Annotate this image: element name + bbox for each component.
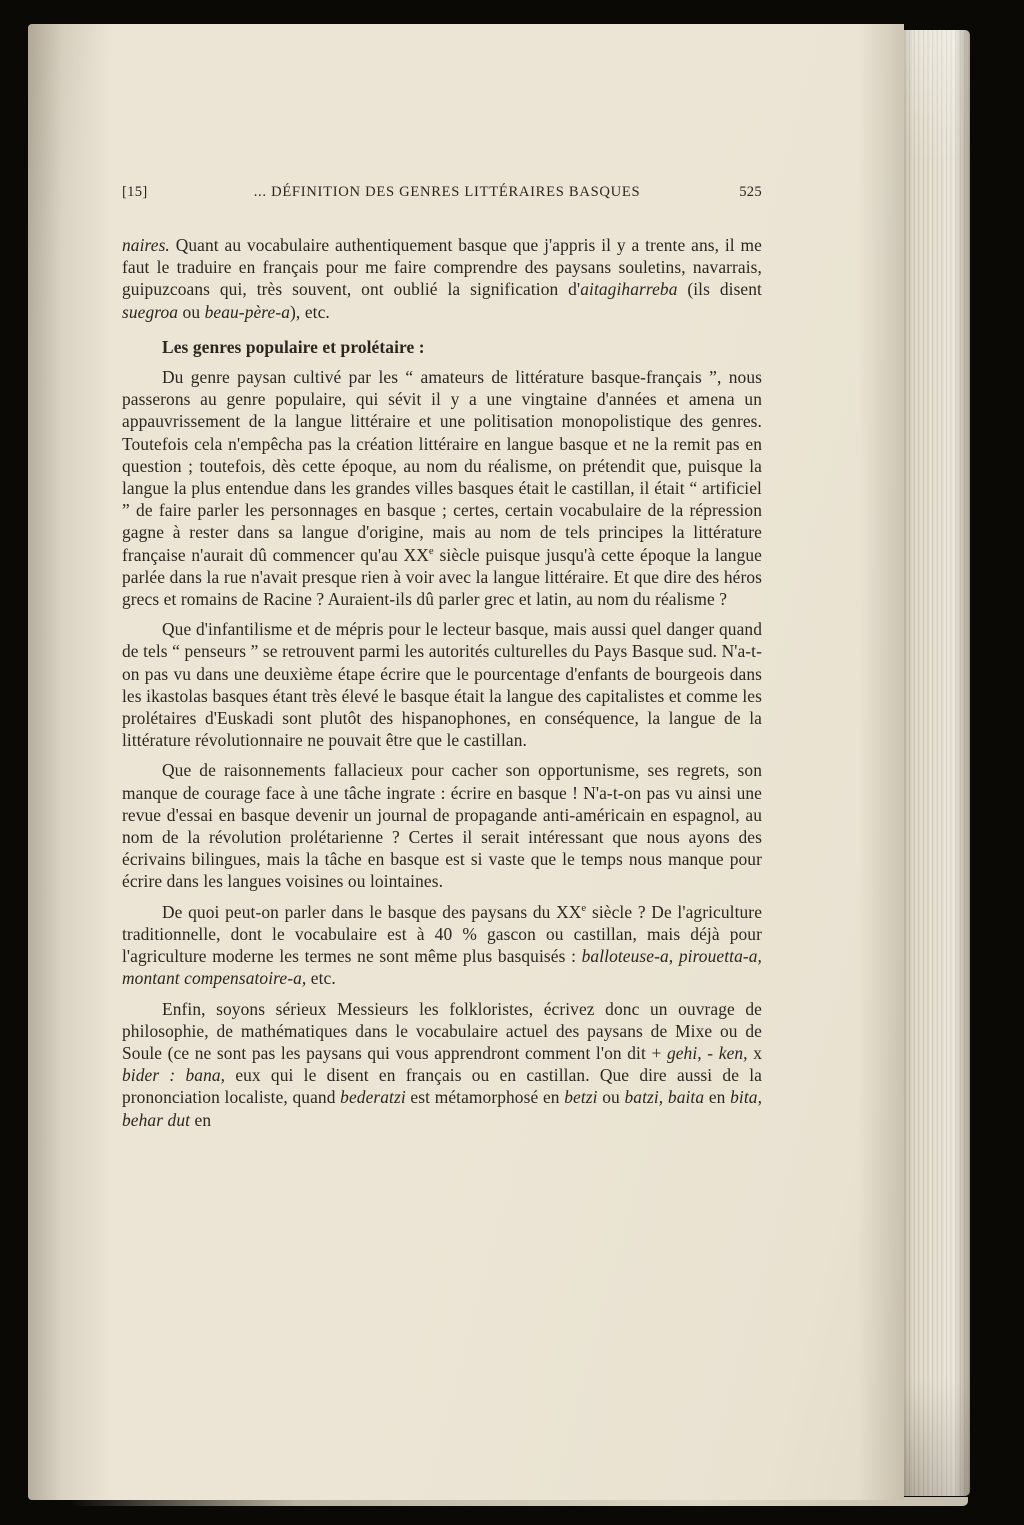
paragraph: naires. Quant au vocabulaire authentiquement basque que j'appris il y a trente ans, il me faut le traduire en français pour me faire comprendre des paysans souletins, navarrais, guipuzcoans qui, très souvent, ont oublié la signification d'aitagiharreba (ils disent suegroa ou beau-père-a), etc. [122, 235, 762, 322]
running-header [122, 184, 762, 201]
paragraph: Enfin, soyons sérieux Messieurs les folkloristes, écrivez donc un ouvrage de philosophie, de mathématiques dans le vocabulaire actuel des paysans de Mixe ou de Soule (ce ne sont pas les paysans qui vous apprendront comment l'on dit + gehi, - ken, x bider : bana, eux qui le disent en français ou en castillan. Que dire aussi de la prononciation localiste, quand bederatzi est métamorphosé en betzi ou batzi, baita en bita, behar dut en [122, 998, 763, 1130]
page-number: 525 [739, 184, 762, 200]
section-ref: [15] [122, 184, 148, 200]
page-stack-edges [898, 30, 970, 1496]
paragraph: Du genre paysan cultivé par les “ amateurs de littérature basque-français ”, nous passerons au genre populaire, qui sévit il y a une vingtaine d'années et amena un appauvrissement de la langue littéraire et une politisation monopolistique des genres. Toutefois cela n'empêcha pas la création littéraire en langue basque et ne la remit pas en question ; toutefois, dès cette époque, au nom du réalisme, on prétendit que, puisque la langue la plus entendue dans les grandes villes basques était le castillan, il était “ artificiel ” de faire parler les personnages en basque ; certes, certain vocabulaire de la répression gagne à rester dans sa langue d'origine, mais au nom de tels principes la littérature française n'aurait dû commencer qu'au XXe siècle puisque jusqu'à cette époque la langue parlée dans la rue n'avait presque rien à voir avec la langue littéraire. Et que dire des héros grecs et romains de Racine ? Auraient-ils dû parler grec et latin, au nom du réalisme ? [122, 367, 763, 610]
text-column [122, 184, 762, 1139]
running-title: ... DÉFINITION DES GENRES LITTÉRAIRES BASQUES [253, 184, 641, 200]
text-body [122, 234, 762, 1131]
paragraph: Que de raisonnements fallacieux pour cacher son opportunisme, ses regrets, son manque de courage face à une tâche ingrate : écrire en basque ! N'a-t-on pas vu ainsi une revue d'essai en basque devenir un journal de propagande anti-américain en espagnol, au nom de la révolution prolétarienne ? Certes il serait intéressant que nous ayons des écrivains bilingues, mais la tâche en basque est si vaste que le temps nous manque pour écrire dans les langues voisines ou lointaines. [122, 760, 762, 892]
paragraph: De quoi peut-on parler dans le basque des paysans du XXe siècle ? De l'agriculture traditionnelle, dont le vocabulaire est à 40 % gascon ou castillan, mais déjà pour l'agriculture moderne les termes ne sont même plus basquisés : balloteuse-a, pirouetta-a, montant compensatoire-a, etc. [122, 901, 763, 989]
paragraph: Que d'infantilisme et de mépris pour le lecteur basque, mais aussi quel danger quand de tels “ penseurs ” se retrouvent parmi les autorités culturelles du Pays Basque sud. N'a-t-on pas vu dans une deuxième étape écrire que le pourcentage d'enfants de bourgeois dans les ikastolas basques étant très élevé le basque était la langue des capitalistes et comme les prolétaires d'Euskadi sont plutôt des hispanophones, en conséquence, la langue de la littérature révolutionnaire ne pouvait être que le castillan. [122, 619, 762, 751]
section-heading: Les genres populaire et prolétaire : [162, 336, 425, 357]
book-page [28, 24, 904, 1500]
